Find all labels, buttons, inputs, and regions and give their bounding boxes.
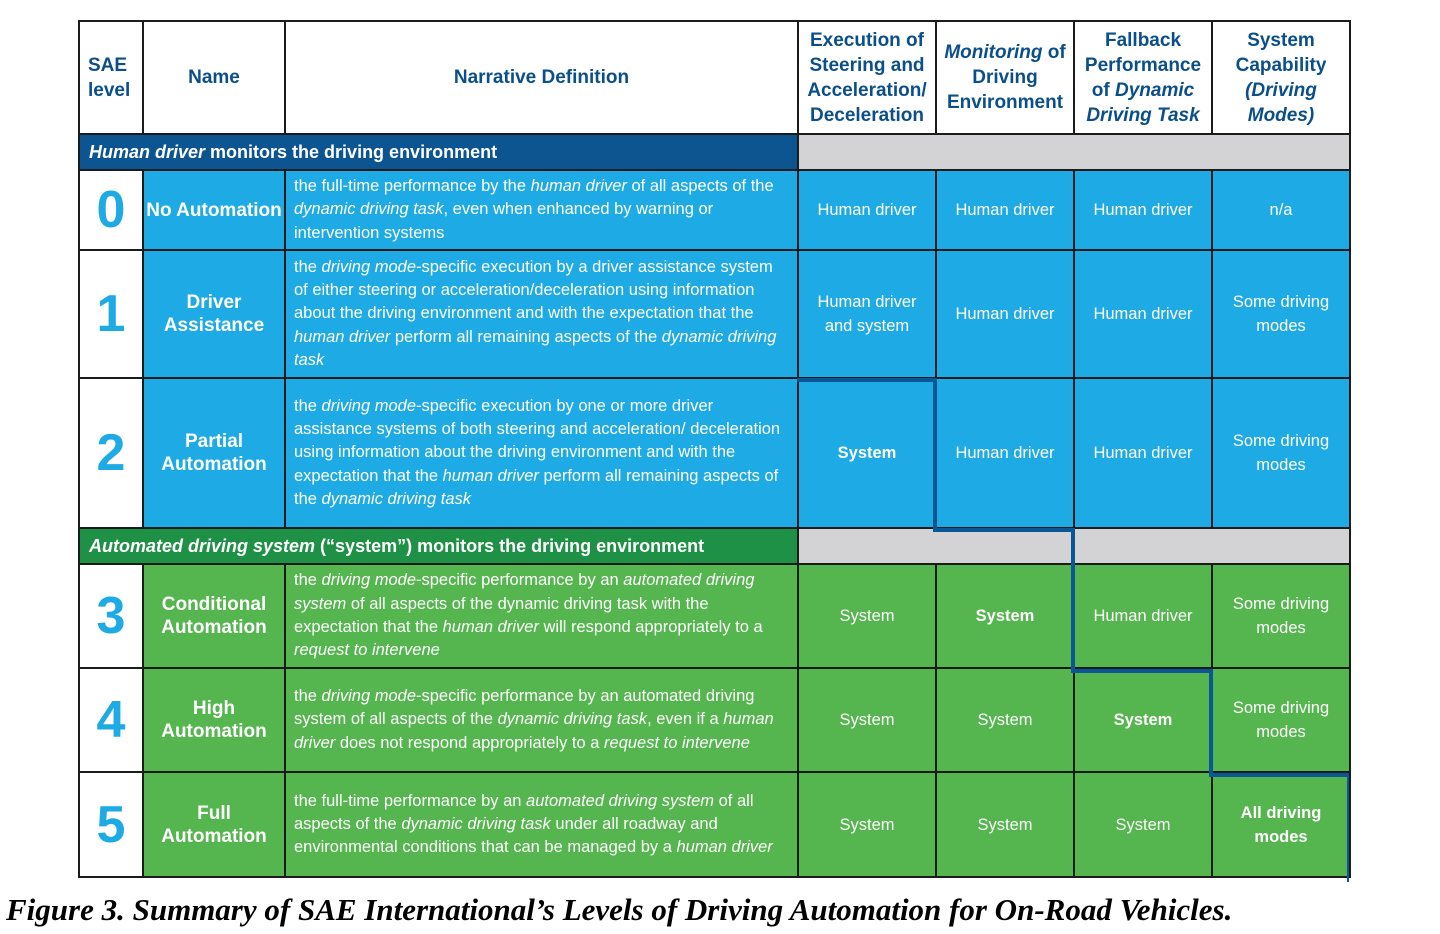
text-segment: , even when enhanced by warning or intervention systems — [294, 200, 714, 242]
monitoring-cell: System — [936, 772, 1074, 877]
narrative-definition — [285, 170, 798, 250]
execution-cell: System — [798, 564, 936, 668]
execution-cell: System — [798, 668, 936, 772]
italic-term: dynamic driving task — [497, 710, 648, 729]
italic-term: Human driver — [89, 141, 206, 162]
level-number: 0 — [79, 170, 143, 250]
execution-cell: System — [798, 378, 936, 528]
section-band — [79, 134, 1350, 170]
italic-term: driving mode — [321, 687, 416, 706]
narrative-definition — [285, 250, 798, 378]
level-number: 4 — [79, 668, 143, 772]
italic-term: dynamic driving task — [294, 200, 444, 219]
narrative-definition — [285, 772, 798, 877]
level-row-3 — [79, 564, 1350, 668]
level-name: Driver Assistance — [143, 250, 285, 378]
level-name: High Automation — [143, 668, 285, 772]
italic-term: request to intervene — [294, 641, 440, 660]
text-segment: under all roadway and environmental conditions that can be managed by a — [294, 814, 718, 857]
execution-cell: Human driver and system — [798, 250, 936, 378]
text-segment: does not respond appropriately to a — [335, 733, 605, 752]
section-band-filler — [798, 134, 1350, 170]
italic-term: human driver — [442, 618, 539, 636]
italic-term: human driver — [676, 838, 773, 857]
capability-cell: Some driving modes — [1212, 564, 1350, 668]
italic-term: driving mode — [321, 396, 416, 415]
italic-term: driving mode — [321, 571, 416, 590]
level-name: Full Automation — [143, 772, 285, 877]
header-definition: Narrative Definition — [285, 21, 798, 134]
level-row-4 — [79, 668, 1350, 772]
italic-term: human driver — [530, 177, 627, 196]
capability-cell: n/a — [1212, 170, 1350, 250]
text-segment: will respond appropriately to a — [538, 618, 763, 636]
header-row — [79, 21, 1350, 134]
section-band — [79, 528, 1350, 564]
narrative-definition — [285, 564, 798, 668]
text-segment: perform all remaining aspects of the — [390, 327, 662, 346]
level-number: 2 — [79, 378, 143, 528]
section-band-label — [79, 528, 798, 564]
monitoring-cell: Human driver — [936, 170, 1074, 250]
level-number: 1 — [79, 250, 143, 378]
fallback-cell: System — [1074, 668, 1212, 772]
text-segment: -specific execution by a driver assistance system of either steering or acceleration/deceleration using information about the driving environment and with the expectation that the — [294, 257, 773, 323]
italic-term: Dynamic Driving Task — [1086, 79, 1200, 126]
level-name: No Automation — [143, 170, 285, 250]
text-segment: of Driving Environment — [946, 42, 1066, 113]
level-name: Conditional Automation — [143, 564, 285, 668]
header-execution: Execution of Steering and Acceleration/ Deceleration — [798, 21, 936, 134]
text-segment: (“system”) monitors the driving environment — [315, 535, 705, 556]
header-name: Name — [143, 21, 285, 134]
level-row-0 — [79, 170, 1350, 250]
text-segment: Fallback Performance of — [1084, 29, 1202, 101]
fallback-cell: Human driver — [1074, 378, 1212, 528]
level-row-1 — [79, 250, 1350, 378]
text-segment: the — [294, 396, 322, 415]
sae-levels-figure — [78, 20, 1349, 878]
capability-cell: Some driving modes — [1212, 378, 1350, 528]
text-segment: monitors the driving environment — [205, 141, 498, 162]
fallback-cell: Human driver — [1074, 250, 1212, 378]
level-row-2 — [79, 378, 1350, 528]
text-segment: of all aspects of the — [626, 177, 774, 196]
text-segment: , even if a — [647, 710, 724, 729]
header-sae-level: SAE level — [79, 21, 143, 134]
italic-term: Monitoring — [944, 42, 1043, 63]
fallback-cell: Human driver — [1074, 564, 1212, 668]
narrative-definition — [285, 378, 798, 528]
italic-term: human driver — [294, 327, 391, 346]
italic-term: automated driving system — [294, 571, 755, 613]
italic-term: dynamic driving task — [294, 327, 777, 369]
italic-term: human driver — [294, 710, 774, 752]
capability-cell: All driving modes — [1212, 772, 1350, 877]
section-band-filler — [798, 528, 1350, 564]
text-segment: the full-time performance by the — [294, 177, 531, 196]
monitoring-cell: Human driver — [936, 250, 1074, 378]
italic-term: Automated driving system — [89, 535, 316, 556]
level-number: 5 — [79, 772, 143, 877]
text-segment: perform all remaining aspects of the — [294, 466, 779, 508]
header-fallback — [1074, 21, 1212, 134]
level-row-5 — [79, 772, 1350, 877]
text-segment: -specific execution by one or more driver assistance systems of both steering and acceleration/ deceleration using information about the driving environment and with the expectation that the — [294, 396, 781, 485]
level-number: 3 — [79, 564, 143, 668]
monitoring-cell: System — [936, 668, 1074, 772]
italic-term: dynamic driving task — [321, 489, 472, 508]
execution-cell: System — [798, 772, 936, 877]
italic-term: driving mode — [321, 257, 416, 276]
sae-levels-table — [78, 20, 1351, 878]
figure-caption: Figure 3. Summary of SAE International’s Levels of Driving Automation for On-Road Vehicles. — [6, 892, 1233, 927]
text-segment: -specific performance by an — [416, 571, 624, 590]
italic-term: human driver — [442, 466, 539, 485]
italic-term: (Driving Modes) — [1245, 79, 1317, 126]
fallback-cell: Human driver — [1074, 170, 1212, 250]
execution-cell: Human driver — [798, 170, 936, 250]
text-segment: the — [294, 571, 322, 590]
text-segment: System Capability — [1235, 29, 1327, 76]
level-name: Partial Automation — [143, 378, 285, 528]
text-segment: the full-time performance by an — [294, 791, 527, 810]
text-segment: the — [294, 257, 322, 276]
text-segment: of all aspects of the dynamic driving task with the expectation that the — [294, 594, 709, 636]
section-band-label — [79, 134, 798, 170]
text-segment: of all aspects of the — [294, 791, 754, 833]
header-capability — [1212, 21, 1350, 134]
italic-term: automated driving system — [526, 791, 715, 810]
italic-term: dynamic driving task — [401, 814, 551, 833]
capability-cell: Some driving modes — [1212, 250, 1350, 378]
monitoring-cell: System — [936, 564, 1074, 668]
italic-term: request to intervene — [604, 733, 750, 752]
text-segment: -specific performance by an automated driving system of all aspects of the — [294, 687, 755, 729]
text-segment: the — [294, 687, 322, 706]
fallback-cell: System — [1074, 772, 1212, 877]
monitoring-cell: Human driver — [936, 378, 1074, 528]
narrative-definition — [285, 668, 798, 772]
capability-cell: Some driving modes — [1212, 668, 1350, 772]
header-monitoring — [936, 21, 1074, 134]
